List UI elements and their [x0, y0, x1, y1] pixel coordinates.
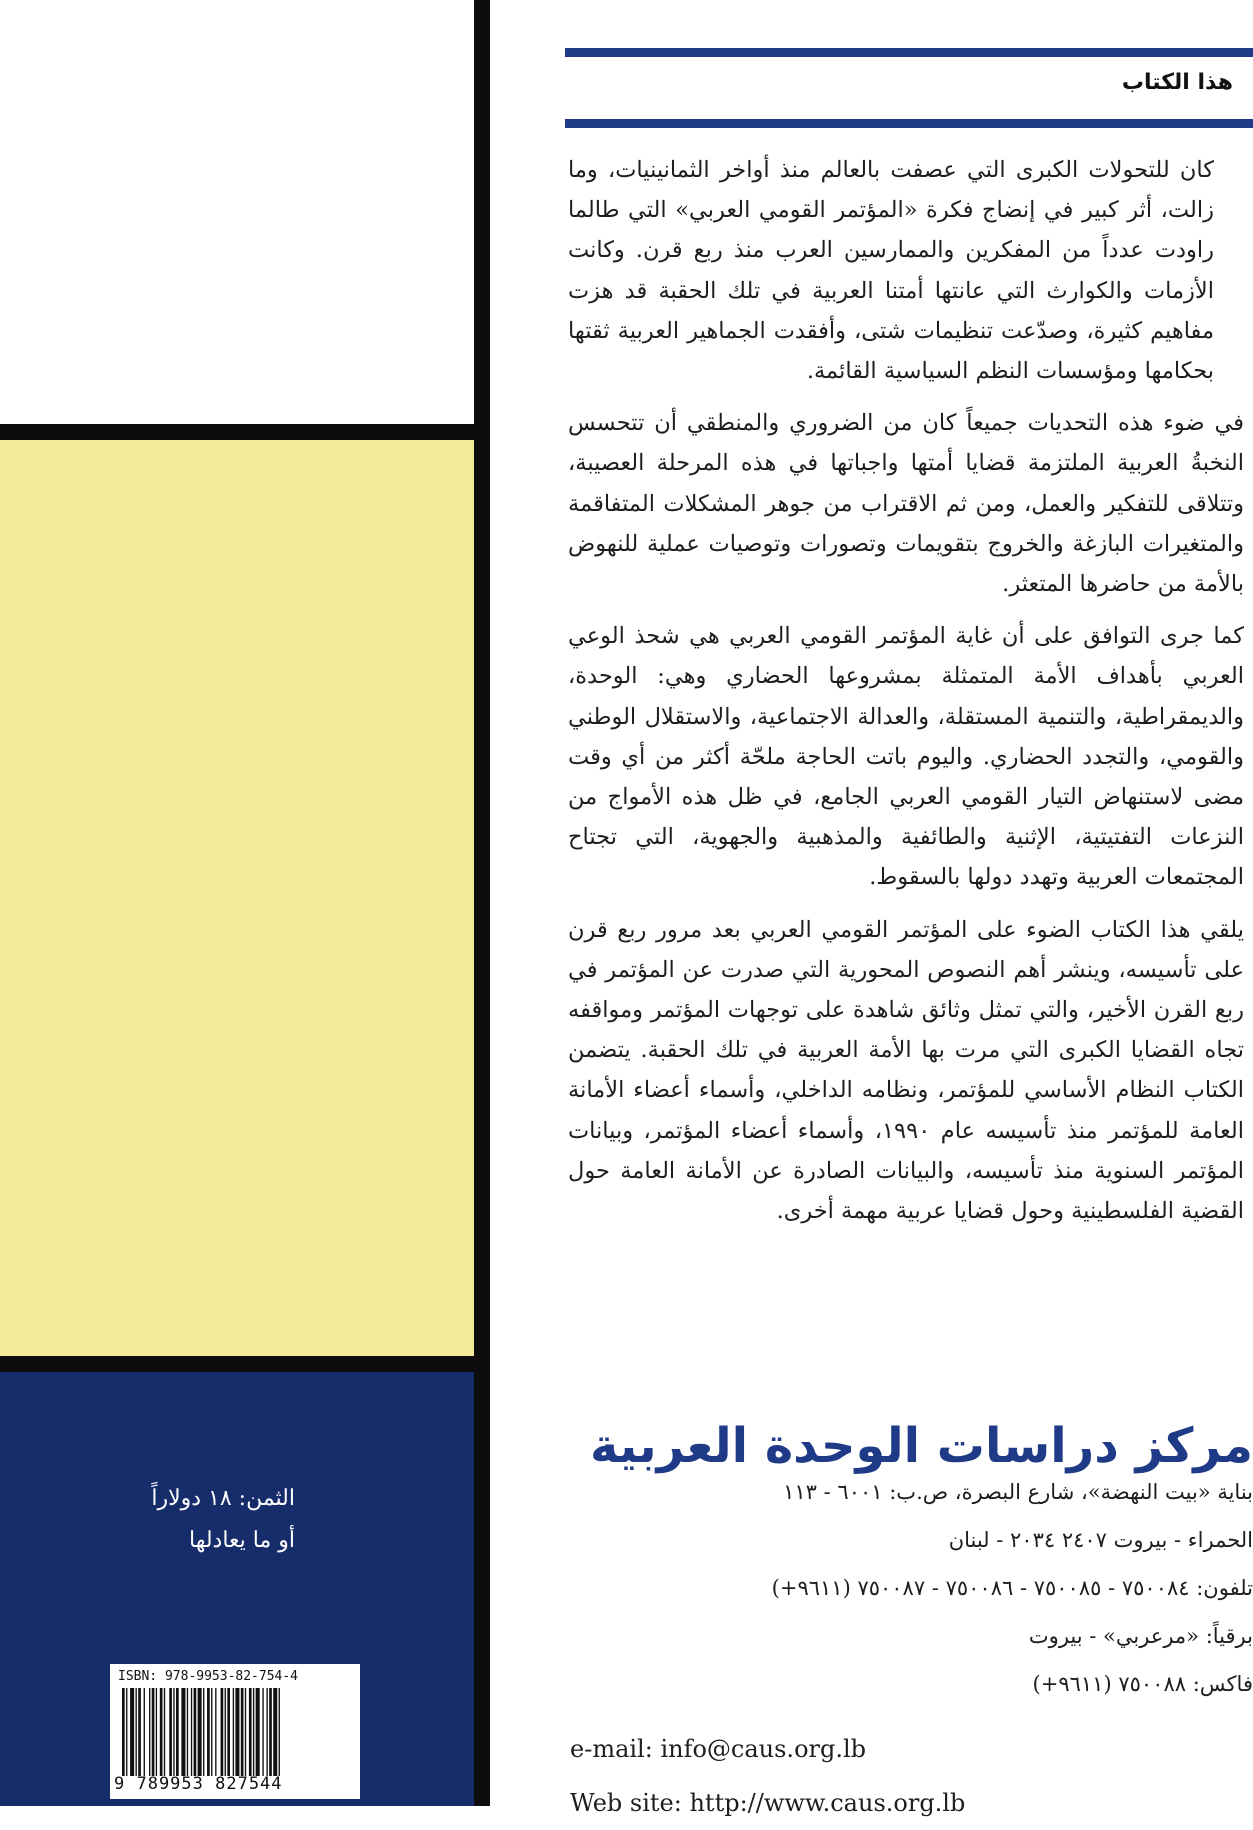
back-cover-white-panel — [0, 0, 474, 424]
address-line-3: تلفون: ٧٥٠٠٨٤ - ٧٥٠٠٨٥ - ٧٥٠٠٨٦ - ٧٥٠٠٨٧ (٩٦١١+) — [771, 1576, 1253, 1600]
address-line-2: الحمراء - بيروت ٢٤٠٧ ٢٠٣٤ - لبنان — [948, 1528, 1253, 1552]
price-amount: الثمن: ١٨ دولاراً — [151, 1486, 295, 1511]
description-paragraph-3: كما جرى التوافق على أن غاية المؤتمر القومي العربي هي شحذ الوعي العربي بأهداف الأمة المتمثلة بمشروعها الحضاري وهي: الوحدة، والديمقراطية، والتنمية المستقلة، والعدالة الاجتماعية، والاستقلال الوطني والقومي، والتجدد الحضاري. واليوم باتت الحاجة ملحّة أكثر من أي وقت مضى لاستنهاض التيار القومي العربي الجامع، في ظل هذه الأمواج من النزعات التفتيتية، الإثنية والطائفية والمذهبية والجهوية، التي تجتاح المجتمعات العربية وتهدد دولها بالسقوط. — [568, 623, 1244, 891]
black-divider-top — [0, 424, 490, 440]
publisher-contact — [570, 1722, 965, 1830]
isbn-number: ISBN: 978-9953-82-754-4 — [118, 1669, 299, 1684]
header-rule-bottom — [565, 119, 1253, 128]
website-link[interactable]: Web site: http://www.caus.org.lb — [570, 1789, 966, 1817]
book-description — [568, 150, 1244, 1243]
description-paragraph-1: كان للتحولات الكبرى التي عصفت بالعالم منذ أواخر الثمانينيات، وما زالت، أثر كبير في إنضاج فكرة «المؤتمر القومي العربي» التي طالما راودت عدداً من المفكرين والممارسين العرب منذ ربع قرن. وكانت الأزمات والكوارث التي عانتها أمتنا العربية في تلك الحقبة قد هزت مفاهيم كثيرة، وصدّعت تنظيمات شتى، وأفقدت الجماهير العربية ثقتها بحكامها ومؤسسات النظم السياسية القائمة. — [568, 157, 1214, 385]
description-paragraph-4: يلقي هذا الكتاب الضوء على المؤتمر القومي العربي بعد مرور ربع قرن على تأسيسه، وينشر أهم النصوص المحورية التي صدرت عن المؤتمر في ربع القرن الأخير، والتي تمثل وثائق شاهدة على توجهات المؤتمر ومواقفه تجاه القضايا الكبرى التي مرت بها الأمة العربية في تلك الحقبة. يتضمن الكتاب النظام الأساسي للمؤتمر، ونظامه الداخلي، وأسماء أعضاء الأمانة العامة للمؤتمر منذ تأسيسه عام ١٩٩٠، وأسماء أعضاء المؤتمر، وبيانات المؤتمر السنوية منذ تأسيسه، والبيانات الصادرة عن الأمانة العامة حول القضية الفلسطينية وحول قضايا عربية مهمة أخرى. — [568, 916, 1244, 1225]
address-line-5: فاكس: ٧٥٠٠٨٨ (٩٦١١+) — [1032, 1672, 1253, 1696]
header-rule-top — [565, 48, 1253, 57]
section-title: هذا الكتاب — [1121, 70, 1233, 95]
publisher-address — [593, 1468, 1253, 1708]
price-equivalent: أو ما يعادلها — [189, 1528, 295, 1553]
description-paragraph-2: في ضوء هذه التحديات جميعاً كان من الضروري والمنطقي أن تتحسس النخبةُ العربية الملتزمة قضايا أمتها واجباتها في هذه المرحلة العصيبة، وتتلاقى للتفكير والعمل، ومن ثم الاقتراب من جوهر المشكلات المتفاقمة والمتغيرات البازغة والخروج بتقويمات وتصورات وتوصيات عملية للنهوض بالأمة من حاضرها المتعثر. — [568, 410, 1244, 598]
address-line-4: برقياً: «مرعربي» - بيروت — [1028, 1624, 1253, 1648]
black-divider-bottom — [0, 1356, 490, 1372]
back-cover-yellow-panel — [0, 440, 474, 1356]
email-address[interactable]: e-mail: info@caus.org.lb — [570, 1735, 867, 1763]
black-divider-vertical — [474, 0, 490, 1806]
address-line-1: بناية «بيت النهضة»، شارع البصرة، ص.ب: ٦٠٠١ - ١١٣ — [783, 1480, 1253, 1504]
barcode-digits: 9 789953 827544 — [114, 1774, 283, 1794]
isbn-barcode-box — [110, 1664, 360, 1799]
price-label — [95, 1478, 295, 1562]
publisher-name: مركز دراسات الوحدة العربية — [589, 1418, 1253, 1474]
barcode-icon — [120, 1688, 350, 1776]
